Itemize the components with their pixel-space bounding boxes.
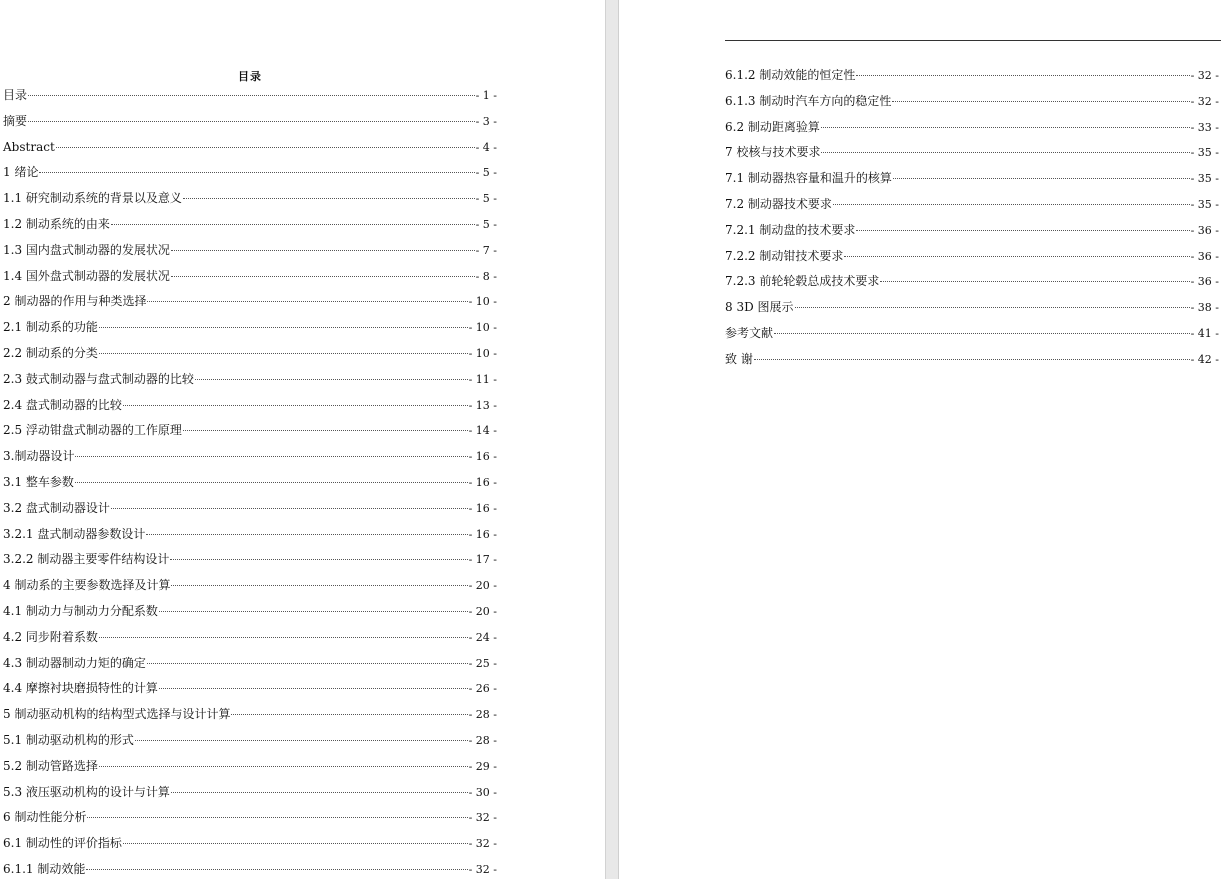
toc-entry[interactable] (3, 731, 497, 757)
toc-entry-page-number[interactable]: - 8 - (475, 269, 497, 283)
toc-entry-page-number[interactable]: - 16 - (468, 475, 497, 489)
toc-dot-leader (795, 307, 1190, 308)
toc-entry-page-number[interactable]: - 13 - (468, 398, 497, 412)
toc-entry-title[interactable]: 4.4 摩擦衬块磨损特性的计算 (3, 681, 158, 696)
toc-entry[interactable] (3, 370, 497, 396)
toc-entry-title[interactable]: 7.2 制动器技术要求 (725, 196, 832, 211)
toc-entry-title[interactable]: 致 谢 (725, 351, 753, 366)
toc-entry-title[interactable]: 6.2 制动距离验算 (725, 119, 820, 134)
toc-entry-page-number[interactable]: - 32 - (468, 862, 497, 876)
toc-entry[interactable] (3, 447, 497, 473)
toc-entry-title[interactable]: 1.1 研究制动系统的背景以及意义 (3, 191, 182, 206)
toc-entry-page-number[interactable]: - 29 - (468, 759, 497, 773)
toc-entry-title[interactable]: 6.1.3 制动时汽车方向的稳定性 (725, 93, 892, 108)
toc-dot-leader (99, 637, 468, 638)
toc-dot-leader (39, 172, 474, 173)
toc-entry-title[interactable]: 3.2.1 盘式制动器参数设计 (3, 526, 146, 541)
toc-entry-title[interactable]: 7.2.1 制动盘的技术要求 (725, 222, 856, 237)
toc-entry-page-number[interactable]: - 17 - (468, 553, 497, 567)
page-header-rule (725, 40, 1221, 41)
toc-dot-leader (170, 559, 467, 560)
toc-entry[interactable] (3, 628, 497, 654)
toc-entry[interactable] (3, 86, 497, 112)
toc-dot-leader (821, 127, 1190, 128)
toc-entry-title[interactable]: 2.3 鼓式制动器与盘式制动器的比较 (3, 371, 194, 386)
toc-entry[interactable] (3, 860, 497, 879)
toc-entry-page-number[interactable]: - 30 - (468, 785, 497, 799)
toc-entry-page-number[interactable]: - 16 - (468, 501, 497, 515)
toc-entry-page-number[interactable]: - 7 - (475, 243, 497, 257)
toc-entry[interactable] (3, 318, 497, 344)
toc-entry[interactable] (725, 92, 1219, 118)
toc-entry-title[interactable]: 2.5 浮动钳盘式制动器的工作原理 (3, 423, 182, 438)
toc-entry-title[interactable]: 1.2 制动系统的由来 (3, 216, 110, 231)
toc-dot-leader (856, 75, 1189, 76)
toc-dot-leader (754, 359, 1190, 360)
toc-dot-leader (56, 147, 475, 148)
toc-entry-page-number[interactable]: - 24 - (468, 630, 497, 644)
toc-entry-title[interactable]: 6.1.1 制动效能 (3, 861, 86, 876)
toc-dot-leader (880, 281, 1189, 282)
toc-entry-page-number[interactable]: - 4 - (475, 140, 497, 154)
toc-dot-leader (123, 843, 468, 844)
toc-dot-leader (171, 792, 468, 793)
toc-dot-leader (171, 250, 475, 251)
toc-entry-page-number[interactable]: - 32 - (1190, 94, 1219, 108)
toc-dot-leader (75, 482, 468, 483)
toc-entry-page-number[interactable]: - 16 - (468, 450, 497, 464)
toc-entry[interactable] (3, 112, 497, 138)
toc-dot-leader (856, 230, 1189, 231)
toc-dot-leader (123, 405, 468, 406)
toc-dot-leader (183, 198, 475, 199)
toc-list-right (725, 66, 1219, 376)
toc-entry-page-number[interactable]: - 35 - (1190, 172, 1219, 186)
toc-list-left (3, 86, 497, 879)
toc-dot-leader (99, 353, 468, 354)
toc-entry[interactable] (3, 421, 497, 447)
toc-entry[interactable] (3, 189, 497, 215)
toc-entry[interactable] (3, 241, 497, 267)
toc-entry-page-number[interactable]: - 36 - (1190, 223, 1219, 237)
toc-entry-page-number[interactable]: - 5 - (475, 217, 497, 231)
document-page-right (619, 0, 1225, 879)
toc-entry-title[interactable]: 3.2 盘式制动器设计 (3, 500, 110, 515)
toc-entry-page-number[interactable]: - 10 - (468, 346, 497, 360)
toc-dot-leader (146, 534, 467, 535)
toc-entry-page-number[interactable]: - 10 - (468, 321, 497, 335)
toc-entry-title[interactable]: 5.3 液压驱动机构的设计与计算 (3, 784, 170, 799)
toc-entry-page-number[interactable]: - 11 - (468, 372, 497, 386)
toc-entry[interactable] (3, 344, 497, 370)
toc-entry[interactable] (3, 138, 497, 164)
toc-entry[interactable] (3, 757, 497, 783)
toc-entry[interactable] (725, 324, 1219, 350)
toc-entry[interactable] (725, 169, 1219, 195)
toc-entry-title[interactable]: 2.1 制动系的功能 (3, 320, 98, 335)
toc-entry[interactable] (3, 525, 497, 551)
toc-entry[interactable] (725, 195, 1219, 221)
toc-entry[interactable] (3, 576, 497, 602)
toc-entry[interactable] (725, 118, 1219, 144)
toc-entry[interactable] (725, 298, 1219, 324)
toc-entry[interactable] (3, 550, 497, 576)
toc-entry-page-number[interactable]: - 32 - (1190, 69, 1219, 82)
toc-dot-leader (893, 178, 1190, 179)
page-gutter (606, 0, 619, 879)
toc-entry[interactable] (3, 679, 497, 705)
toc-entry-title[interactable]: 3.2.2 制动器主要零件结构设计 (3, 552, 170, 567)
toc-entry[interactable] (3, 396, 497, 422)
toc-dot-leader (171, 585, 467, 586)
toc-entry-title[interactable]: 6 制动性能分析 (3, 810, 87, 825)
toc-entry[interactable] (3, 654, 497, 680)
toc-entry[interactable] (725, 272, 1219, 298)
toc-entry-page-number[interactable]: - 20 - (468, 579, 497, 593)
toc-dot-leader (99, 327, 468, 328)
toc-entry-page-number[interactable]: - 16 - (468, 527, 497, 541)
toc-entry-title[interactable]: 5 制动驱动机构的结构型式选择与设计计算 (3, 707, 231, 722)
toc-entry[interactable] (3, 215, 497, 241)
toc-entry[interactable] (3, 499, 497, 525)
toc-entry-page-number[interactable]: - 35 - (1190, 197, 1219, 211)
toc-dot-leader (821, 152, 1189, 153)
toc-entry[interactable] (725, 247, 1219, 273)
toc-entry-page-number[interactable]: - 32 - (468, 811, 497, 825)
toc-entry-page-number[interactable]: - 1 - (475, 89, 497, 102)
toc-entry-page-number[interactable]: - 35 - (1190, 146, 1219, 160)
toc-entry[interactable] (725, 143, 1219, 169)
toc-dot-leader (28, 95, 475, 96)
toc-entry-title[interactable]: 5.2 制动管路选择 (3, 758, 98, 773)
toc-dot-leader (892, 101, 1189, 102)
toc-entry-title[interactable]: 5.1 制动驱动机构的形式 (3, 732, 134, 747)
toc-entry-page-number[interactable]: - 38 - (1190, 301, 1219, 315)
toc-entry-page-number[interactable]: - 5 - (475, 166, 497, 180)
toc-entry-title[interactable]: 摘要 (3, 113, 28, 128)
toc-dot-leader (231, 714, 467, 715)
toc-entry-page-number[interactable]: - 14 - (468, 424, 497, 438)
toc-entry-page-number[interactable]: - 41 - (1190, 326, 1219, 340)
toc-entry-title[interactable]: 1.4 国外盘式制动器的发展状况 (3, 268, 170, 283)
toc-entry-page-number[interactable]: - 3 - (475, 114, 497, 128)
toc-entry-page-number[interactable]: - 33 - (1190, 120, 1219, 134)
toc-entry-title[interactable]: 7.2.2 制动钳技术要求 (725, 248, 844, 263)
toc-entry-title[interactable]: 4.2 同步附着系数 (3, 629, 98, 644)
toc-dot-leader (159, 611, 468, 612)
toc-entry-title[interactable]: 2.4 盘式制动器的比较 (3, 397, 122, 412)
toc-entry-title[interactable]: 3.1 整车参数 (3, 474, 74, 489)
toc-entry-page-number[interactable]: - 28 - (468, 708, 497, 722)
toc-entry-page-number[interactable]: - 42 - (1190, 352, 1219, 366)
toc-dot-leader (833, 204, 1190, 205)
toc-entry[interactable] (3, 783, 497, 809)
toc-entry-page-number[interactable]: - 36 - (1190, 249, 1219, 263)
toc-dot-leader (111, 224, 475, 225)
toc-entry-page-number[interactable]: - 26 - (468, 682, 497, 696)
toc-entry-title[interactable]: 1.3 国内盘式制动器的发展状况 (3, 242, 170, 257)
toc-dot-leader (159, 688, 468, 689)
toc-entry[interactable] (725, 350, 1219, 376)
toc-entry-title[interactable]: 2.2 制动系的分类 (3, 345, 98, 360)
toc-entry-page-number[interactable]: - 28 - (468, 733, 497, 747)
toc-entry[interactable] (725, 221, 1219, 247)
toc-entry[interactable] (3, 705, 497, 731)
toc-entry-page-number[interactable]: - 25 - (468, 656, 497, 670)
toc-dot-leader (99, 766, 468, 767)
toc-entry-title[interactable]: 7 校核与技术要求 (725, 145, 821, 160)
toc-dot-leader (147, 301, 467, 302)
toc-entry-title[interactable]: 6.1.2 制动效能的恒定性 (725, 68, 856, 82)
toc-entry[interactable] (3, 163, 497, 189)
toc-dot-leader (28, 121, 475, 122)
toc-entry-page-number[interactable]: - 5 - (475, 192, 497, 206)
toc-entry-title[interactable]: 1 绪论 (3, 165, 39, 180)
toc-title: 目录 (238, 70, 262, 83)
toc-entry-title[interactable]: 2 制动器的作用与种类选择 (3, 294, 147, 309)
toc-dot-leader (135, 740, 468, 741)
toc-entry-title[interactable]: 7.1 制动器热容量和温升的核算 (725, 171, 892, 186)
toc-dot-leader (844, 256, 1189, 257)
toc-entry-title[interactable]: 6.1 制动性的评价指标 (3, 836, 122, 851)
toc-entry-title[interactable]: 目录 (3, 88, 28, 102)
toc-dot-leader (75, 456, 467, 457)
toc-entry-title[interactable]: Abstract (3, 139, 55, 154)
toc-entry[interactable] (3, 267, 497, 293)
toc-entry-title[interactable]: 4.3 制动器制动力矩的确定 (3, 655, 146, 670)
document-page-left (0, 0, 606, 879)
toc-dot-leader (171, 276, 475, 277)
toc-entry[interactable] (3, 473, 497, 499)
toc-dot-leader (147, 663, 468, 664)
toc-entry-page-number[interactable]: - 36 - (1190, 275, 1219, 289)
toc-entry-title[interactable]: 4.1 制动力与制动力分配系数 (3, 603, 158, 618)
toc-entry-title[interactable]: 7.2.3 前轮轮毂总成技术要求 (725, 274, 880, 289)
toc-entry-title[interactable]: 3.制动器设计 (3, 449, 75, 464)
toc-entry-title[interactable]: 8 3D 图展示 (725, 300, 794, 315)
toc-dot-leader (86, 869, 467, 870)
toc-entry-title[interactable]: 参考文献 (725, 325, 774, 340)
toc-dot-leader (183, 430, 468, 431)
toc-dot-leader (111, 508, 468, 509)
toc-entry[interactable] (725, 66, 1219, 92)
toc-entry[interactable] (3, 602, 497, 628)
toc-entry[interactable] (3, 834, 497, 860)
toc-entry-title[interactable]: 4 制动系的主要参数选择及计算 (3, 578, 171, 593)
toc-dot-leader (774, 333, 1190, 334)
toc-entry-page-number[interactable]: - 10 - (468, 295, 497, 309)
toc-entry-page-number[interactable]: - 32 - (468, 837, 497, 851)
toc-entry-page-number[interactable]: - 20 - (468, 604, 497, 618)
toc-dot-leader (87, 817, 467, 818)
toc-entry[interactable] (3, 292, 497, 318)
toc-dot-leader (195, 379, 468, 380)
toc-entry[interactable] (3, 808, 497, 834)
